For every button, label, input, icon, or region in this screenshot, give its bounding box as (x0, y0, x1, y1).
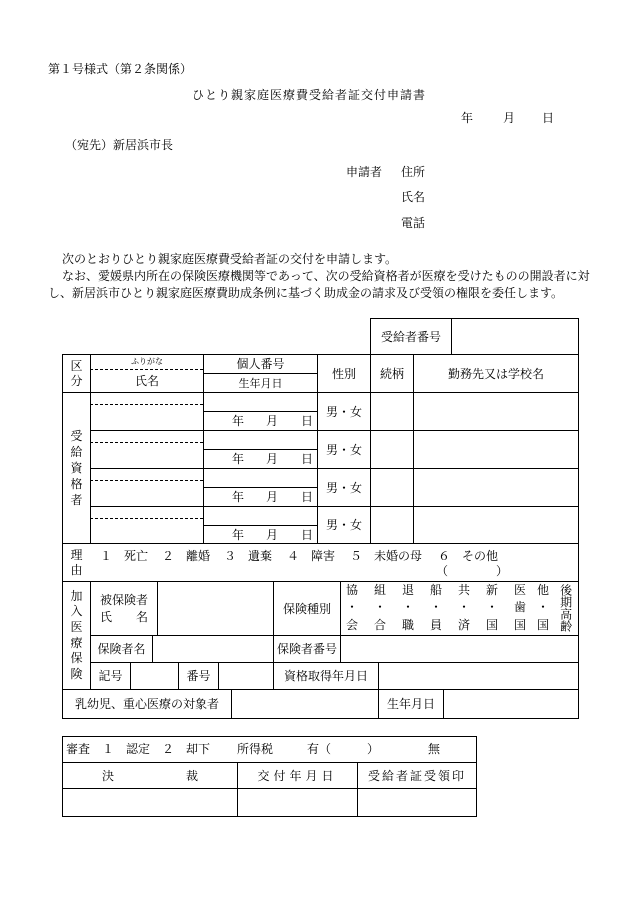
applicant-label: 申請者 (346, 165, 383, 179)
form-number: 第１号様式（第２条関係） (48, 62, 193, 76)
number-field[interactable] (219, 663, 273, 689)
type-line: 高齢 (558, 608, 573, 632)
type-char: ・ (373, 600, 386, 615)
type-char: ・ (457, 600, 470, 615)
date-month-label: 月 (503, 111, 516, 125)
sex-header: 性別 (331, 366, 356, 381)
name-header: 氏名 (134, 374, 159, 388)
infant-birthdate-field[interactable] (444, 690, 578, 718)
reason-option-divorce[interactable]: ２ 離婚 (162, 549, 211, 563)
birth-year-label: 年 (232, 414, 245, 428)
relation-field[interactable] (371, 431, 413, 468)
review-status[interactable]: 審査 １ 認定 ２ 却下 (66, 742, 211, 756)
label-line: 被保険者 (99, 593, 148, 608)
body-paragraph-2: なお、愛媛県内所在の保険医療機関等であって、次の受給資格者が医療を受けたものの開設者に対 (62, 269, 590, 283)
type-char: 共 (457, 582, 470, 597)
holder-name-field[interactable] (91, 443, 203, 468)
symbol-field[interactable] (131, 663, 178, 689)
label-char: 資 (70, 460, 83, 475)
type-char: 会 (345, 617, 358, 632)
type-char: 歯 (513, 600, 526, 615)
recipient-eligible-label (63, 393, 90, 543)
type-char: 職 (401, 617, 414, 632)
type-char: 国 (536, 617, 549, 632)
insurer-name-field[interactable] (153, 636, 273, 662)
type-char: 国 (485, 617, 498, 632)
birth-year-label: 年 (232, 452, 245, 466)
addressee: （宛先）新居浜市長 (65, 138, 174, 152)
category-header (63, 355, 90, 392)
birth-day-label: 日 (301, 528, 314, 542)
insurance-type-label: 保険種別 (282, 601, 331, 616)
symbol-label: 記号 (98, 669, 123, 683)
reason-option-other[interactable]: ６ その他 (438, 549, 499, 563)
date-year-label: 年 (461, 111, 474, 125)
applicant-phone-label: 電話 (401, 216, 426, 230)
reason-label (63, 544, 90, 581)
relation-header: 続柄 (379, 366, 404, 381)
label-char: 加 (70, 588, 83, 603)
insurance-label (63, 582, 90, 689)
workplace-field[interactable] (414, 469, 578, 506)
income-tax-label: 所得税 (237, 742, 274, 756)
acquired-date-label: 資格取得年月日 (283, 669, 368, 683)
birth-month-label: 月 (266, 490, 279, 504)
label-char: 給 (70, 444, 83, 459)
recipient-number-label: 受給者番号 (380, 329, 441, 344)
birth-day-label: 日 (301, 414, 314, 428)
furigana-header: ふりがな (131, 356, 163, 366)
certificate-receipt-header: 受給者証受領印 (367, 768, 466, 783)
type-char: ・ (485, 600, 498, 615)
reason-option-abandonment[interactable]: ３ 遺棄 (224, 549, 273, 563)
type-char: 合 (373, 617, 386, 632)
number-label: 番号 (186, 669, 211, 683)
insurer-number-field[interactable] (341, 636, 578, 662)
personal-number-field[interactable] (204, 431, 317, 449)
label-char: 理 (70, 547, 83, 562)
insurer-name-label: 保険者名 (97, 642, 146, 656)
reason-option-death[interactable]: １ 死亡 (100, 549, 149, 563)
reason-option-unmarried-mother[interactable]: ５ 未婚の母 (350, 549, 423, 563)
ins-type-kyosai[interactable] (456, 583, 472, 633)
label-line: 氏 名 (99, 609, 148, 624)
body-paragraph-1: 次のとおりひとり親家庭医療費受給者証の交付を申請します。 (62, 252, 398, 266)
infant-target-field[interactable] (232, 690, 378, 718)
label-char: 療 (70, 635, 83, 650)
category-char: 分 (70, 373, 83, 388)
type-char: 組 (373, 582, 386, 597)
decision-field[interactable] (63, 789, 237, 816)
category-char: 区 (70, 358, 83, 373)
income-tax-no[interactable]: 無 (428, 742, 441, 756)
ins-type-taishoku[interactable] (400, 583, 416, 633)
label-char: 者 (70, 493, 83, 508)
infant-target-label: 乳幼児、重心医療の対象者 (74, 697, 219, 711)
insurer-number-label: 保険者番号 (276, 642, 337, 656)
birth-month-label: 月 (266, 452, 279, 466)
workplace-field[interactable] (414, 431, 578, 468)
type-char: ・ (429, 600, 442, 615)
personal-number-field[interactable] (204, 507, 317, 525)
relation-field[interactable] (371, 393, 413, 430)
recipient-number-field[interactable] (452, 319, 578, 354)
reason-option-disability[interactable]: ４ 障害 (287, 549, 336, 563)
personal-number-field[interactable] (204, 393, 317, 411)
holder-name-field[interactable] (91, 405, 203, 430)
personal-number-header: 個人番号 (236, 357, 285, 371)
ins-type-kyokai[interactable] (344, 583, 360, 633)
type-char: 協 (345, 582, 358, 597)
sex-select[interactable]: 男・女 (325, 518, 362, 532)
birth-day-label: 日 (301, 452, 314, 466)
ins-type-shinkoku[interactable] (484, 583, 500, 633)
type-char: 済 (457, 617, 470, 632)
birthdate-header: 生年月日 (238, 376, 283, 390)
decision-header: 決 裁 (101, 768, 198, 783)
birth-year-label: 年 (232, 490, 245, 504)
sex-select[interactable]: 男・女 (325, 480, 362, 495)
type-char: 員 (429, 617, 442, 632)
date-day-label: 日 (542, 111, 555, 125)
label-char: 格 (70, 477, 83, 492)
ins-type-ishi-kokuho[interactable] (512, 583, 528, 633)
type-char: 医 (513, 582, 526, 597)
sex-select[interactable]: 男・女 (325, 404, 362, 419)
ins-type-koki-koreisha[interactable] (556, 583, 574, 633)
relation-field[interactable] (371, 507, 413, 543)
relation-field[interactable] (371, 469, 413, 506)
issue-date-field[interactable] (238, 789, 357, 816)
workplace-field[interactable] (414, 507, 578, 543)
birth-month-label: 月 (266, 528, 279, 542)
birth-month-label: 月 (266, 414, 279, 428)
sex-select[interactable]: 男・女 (325, 442, 362, 457)
label-char: 由 (70, 562, 83, 577)
body-paragraph-3: し、新居浜市ひとり親家庭医療費助成条例に基づく助成金の請求及び受領の権限を委任します。 (48, 286, 564, 300)
form-title: ひとり親家庭医療費受給者証交付申請書 (192, 88, 427, 102)
reason-other-detail[interactable]: （ ） (436, 564, 509, 578)
type-line: 後期 (558, 584, 573, 608)
workplace-field[interactable] (414, 393, 578, 430)
workplace-header: 勤務先又は学校名 (447, 366, 544, 381)
income-tax-yes[interactable]: 有（ ） (307, 742, 380, 756)
applicant-address-label: 住所 (401, 165, 426, 179)
label-char: 医 (70, 619, 83, 634)
label-char: 受 (70, 428, 83, 443)
infant-birthdate-label: 生年月日 (386, 697, 435, 711)
label-char: 険 (70, 666, 83, 681)
type-char: 国 (513, 617, 526, 632)
applicant-name-label: 氏名 (401, 190, 426, 204)
type-char: ・ (401, 600, 414, 615)
personal-number-field[interactable] (204, 469, 317, 487)
insured-name-field[interactable] (158, 582, 273, 635)
type-char: ・ (536, 600, 549, 615)
holder-name-field[interactable] (91, 519, 203, 543)
certificate-receipt-field[interactable] (358, 789, 476, 816)
issue-date-header: 交付年月日 (257, 768, 338, 783)
acquired-date-field[interactable] (379, 663, 578, 689)
label-char: 入 (70, 604, 83, 619)
ins-type-kumiai[interactable] (372, 583, 388, 633)
label-char: 保 (70, 651, 83, 666)
birth-year-label: 年 (232, 528, 245, 542)
holder-name-field[interactable] (91, 481, 203, 506)
type-char: 他 (536, 582, 549, 597)
birth-day-label: 日 (301, 490, 314, 504)
ins-type-senin[interactable] (428, 583, 444, 633)
insured-name-label (91, 582, 157, 635)
type-char: ・ (345, 600, 358, 615)
type-char: 退 (401, 582, 414, 597)
type-char: 新 (485, 582, 498, 597)
type-char: 船 (429, 582, 442, 597)
ins-type-other-kokuho[interactable] (535, 583, 551, 633)
